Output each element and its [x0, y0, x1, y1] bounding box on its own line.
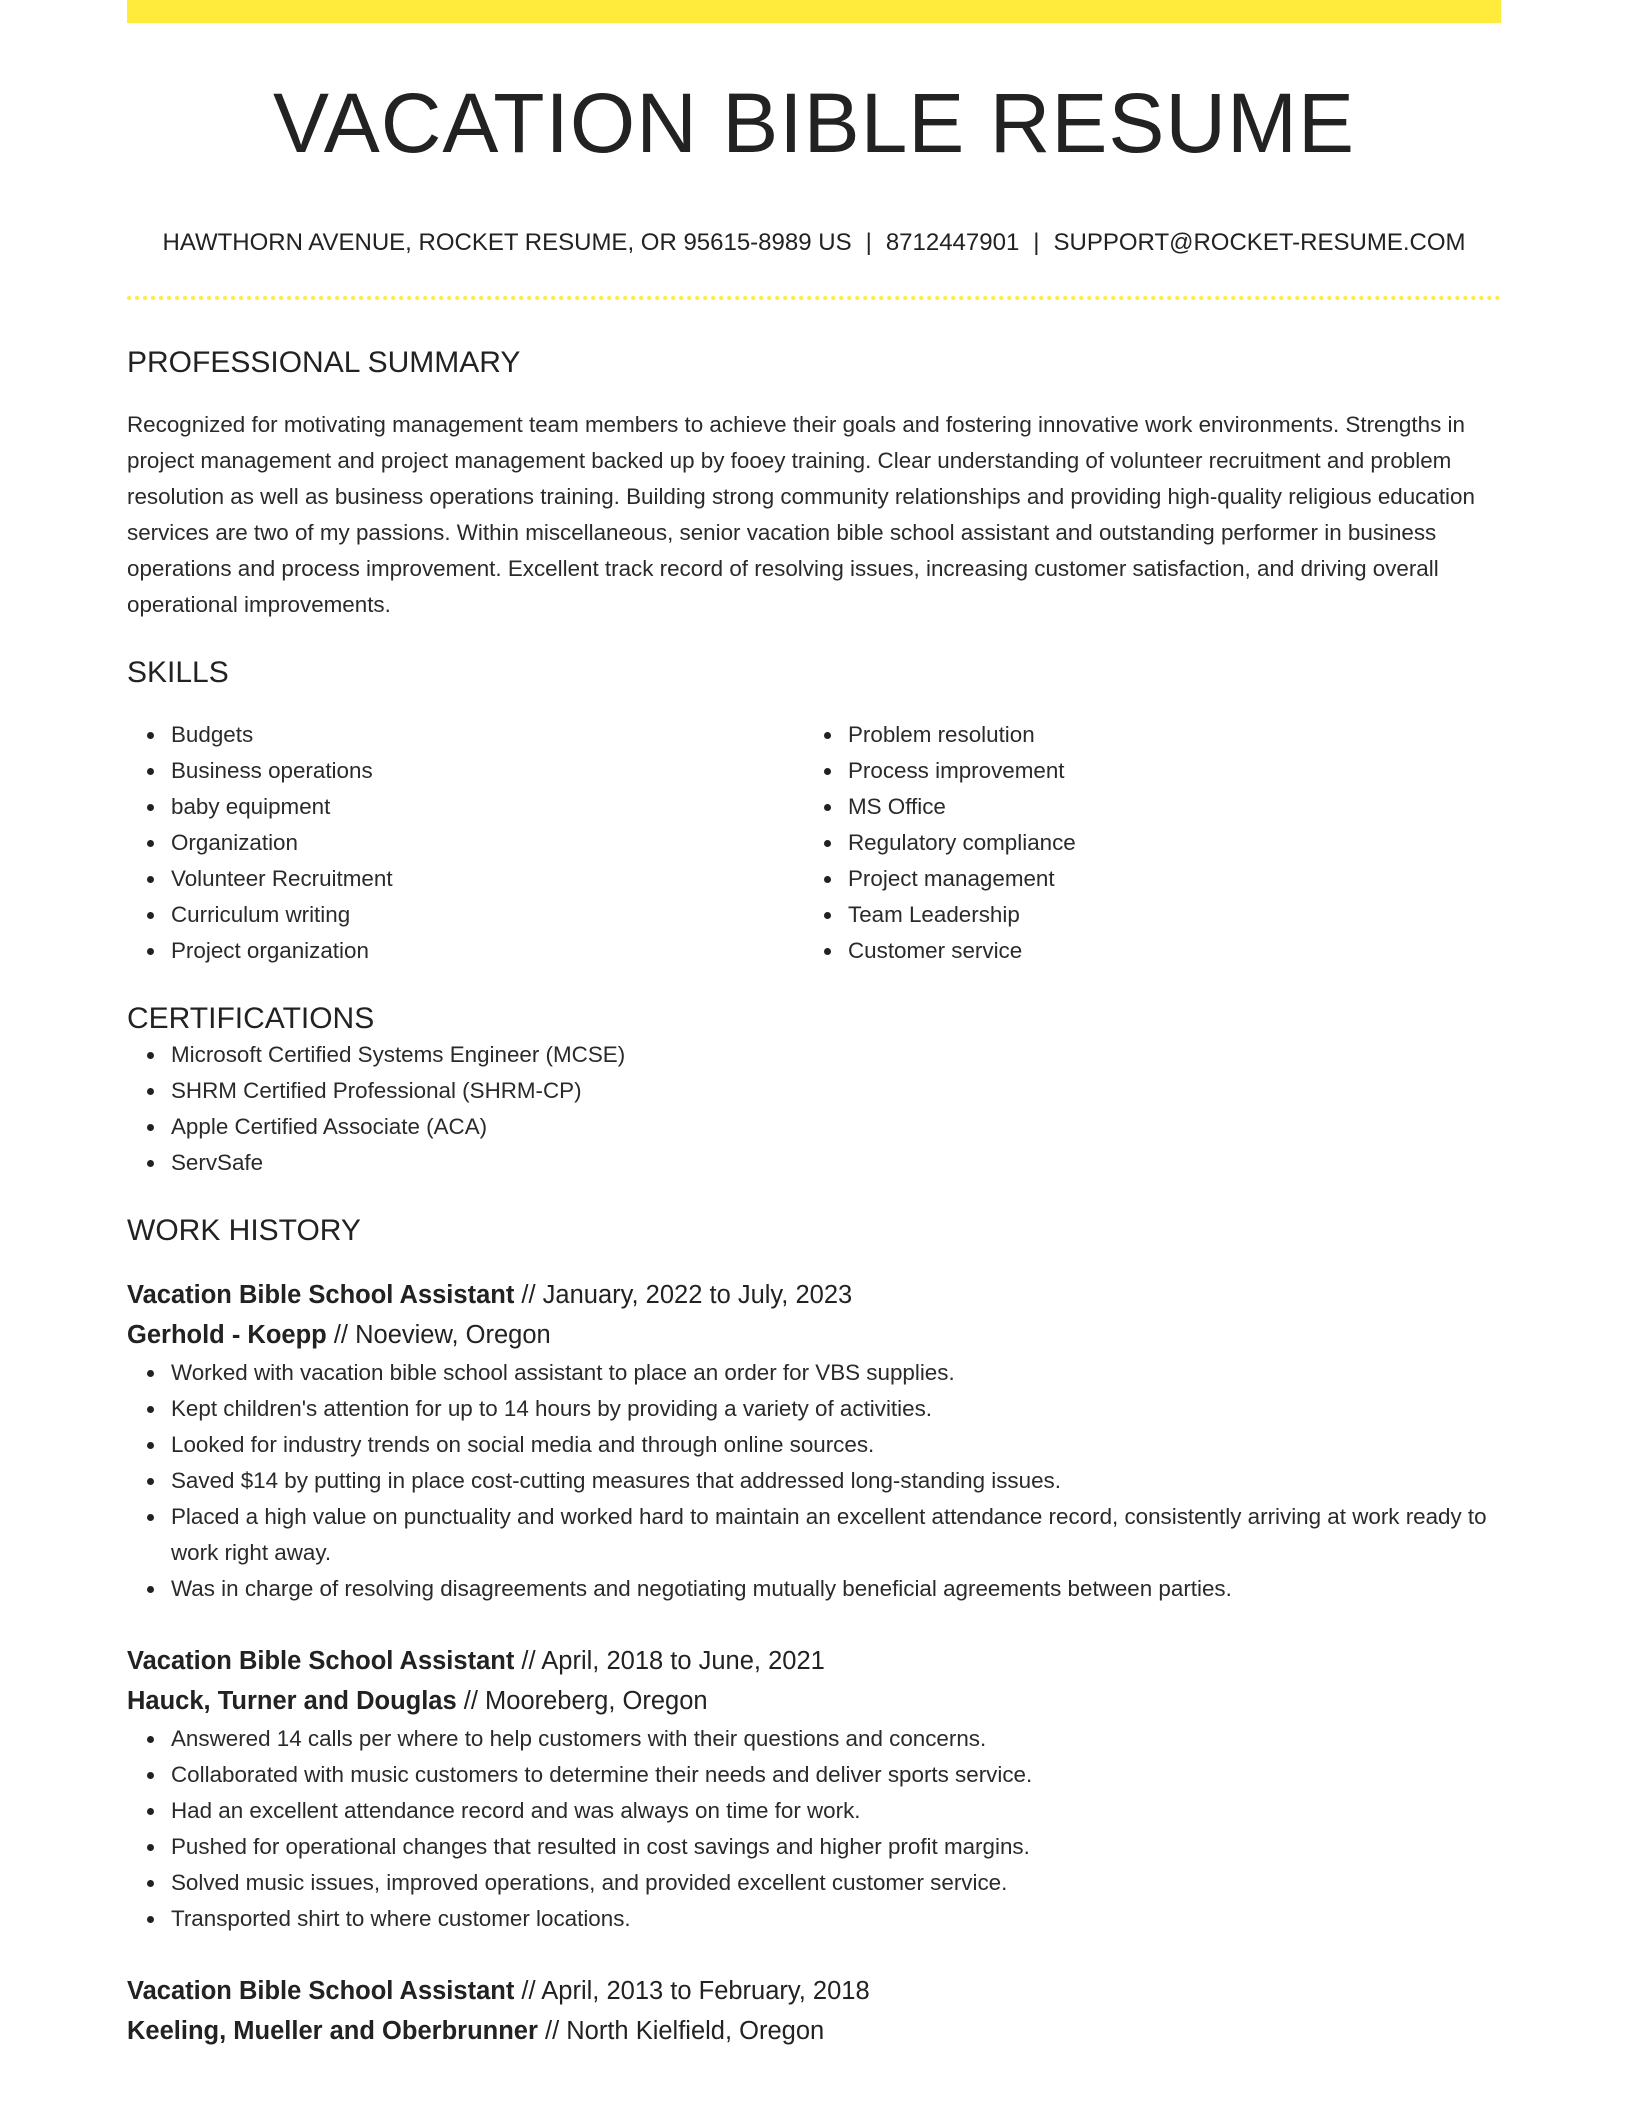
work-history-heading: WORK HISTORY	[127, 1213, 361, 1247]
job-company: Gerhold - Koepp	[127, 1320, 327, 1349]
summary-heading: PROFESSIONAL SUMMARY	[127, 345, 521, 379]
skills-column-right	[804, 717, 1481, 969]
skill-item: Business operations	[171, 753, 804, 789]
job-entry	[127, 1275, 1501, 1607]
job-title: Vacation Bible School Assistant	[127, 1976, 515, 2005]
job-bullet: Saved $14 by putting in place cost-cutting measures that addressed long-standing issues.	[171, 1463, 1501, 1499]
job-dates: // April, 2018 to June, 2021	[521, 1646, 825, 1675]
job-company: Hauck, Turner and Douglas	[127, 1686, 457, 1715]
dotted-divider	[127, 296, 1501, 300]
certifications-heading: CERTIFICATIONS	[127, 1001, 375, 1035]
skill-item: Team Leadership	[848, 897, 1481, 933]
certification-item: ServSafe	[171, 1145, 1501, 1181]
job-bullet: Placed a high value on punctuality and worked hard to maintain an excellent attendance record, consistently arriving at work ready to work right away.	[171, 1499, 1501, 1571]
job-company-line	[127, 1315, 1501, 1355]
job-bullet: Was in charge of resolving disagreements and negotiating mutually beneficial agreements between parties.	[171, 1571, 1501, 1607]
accent-top-bar	[127, 0, 1501, 23]
job-title-line	[127, 1971, 1501, 2011]
job-title-line	[127, 1275, 1501, 1315]
job-company-line	[127, 1681, 1501, 1721]
job-title: Vacation Bible School Assistant	[127, 1646, 515, 1675]
skill-item: Budgets	[171, 717, 804, 753]
resume-name: VACATION BIBLE RESUME	[272, 76, 1356, 170]
job-entry	[127, 1641, 1501, 1937]
job-company-line	[127, 2011, 1501, 2051]
certifications-list	[127, 1037, 1501, 1181]
job-entry	[127, 1971, 1501, 2051]
job-bullet-list	[127, 1355, 1501, 1607]
skill-item: Organization	[171, 825, 804, 861]
skill-item: Project organization	[171, 933, 804, 969]
resume-page	[127, 0, 1501, 2051]
skill-item: MS Office	[848, 789, 1481, 825]
contact-address: HAWTHORN AVENUE, ROCKET RESUME, OR 95615-8989 US	[162, 229, 852, 256]
job-location: // North Kielfield, Oregon	[545, 2016, 825, 2045]
contact-email: SUPPORT@ROCKET-RESUME.COM	[1053, 229, 1466, 256]
contact-separator: |	[1033, 229, 1040, 256]
job-bullet: Worked with vacation bible school assistant to place an order for VBS supplies.	[171, 1355, 1501, 1391]
skills-column-left	[127, 717, 804, 969]
skill-item: Regulatory compliance	[848, 825, 1481, 861]
job-bullet: Answered 14 calls per where to help customers with their questions and concerns.	[171, 1721, 1501, 1757]
skill-item: Customer service	[848, 933, 1481, 969]
skill-item: Problem resolution	[848, 717, 1481, 753]
skills-columns	[127, 717, 1501, 969]
skills-list-left	[127, 717, 804, 969]
certification-item: Apple Certified Associate (ACA)	[171, 1109, 1501, 1145]
job-bullet-list	[127, 1721, 1501, 1937]
skills-list-right	[804, 717, 1481, 969]
job-location: // Mooreberg, Oregon	[463, 1686, 708, 1715]
job-bullet: Collaborated with music customers to determine their needs and deliver sports service.	[171, 1757, 1501, 1793]
job-bullet: Had an excellent attendance record and was always on time for work.	[171, 1793, 1501, 1829]
job-bullet: Solved music issues, improved operations, and provided excellent customer service.	[171, 1865, 1501, 1901]
skill-item: baby equipment	[171, 789, 804, 825]
job-bullet: Kept children's attention for up to 14 hours by providing a variety of activities.	[171, 1391, 1501, 1427]
skill-item: Project management	[848, 861, 1481, 897]
job-bullet: Looked for industry trends on social media and through online sources.	[171, 1427, 1501, 1463]
job-bullet: Transported shirt to where customer locations.	[171, 1901, 1501, 1937]
certification-item: SHRM Certified Professional (SHRM-CP)	[171, 1073, 1501, 1109]
job-title: Vacation Bible School Assistant	[127, 1280, 515, 1309]
skill-item: Process improvement	[848, 753, 1481, 789]
job-title-line	[127, 1641, 1501, 1681]
job-company: Keeling, Mueller and Oberbrunner	[127, 2016, 538, 2045]
skill-item: Curriculum writing	[171, 897, 804, 933]
contact-separator: |	[865, 229, 872, 256]
skill-item: Volunteer Recruitment	[171, 861, 804, 897]
skills-heading: SKILLS	[127, 655, 229, 689]
job-dates: // April, 2013 to February, 2018	[521, 1976, 870, 2005]
contact-line	[127, 229, 1501, 258]
certification-item: Microsoft Certified Systems Engineer (MCSE)	[171, 1037, 1501, 1073]
job-dates: // January, 2022 to July, 2023	[521, 1280, 853, 1309]
summary-text: Recognized for motivating management team members to achieve their goals and fostering innovative work environments. Strengths in project management and project management backed up by fooey training. Clear understanding of volunteer recruitment and problem resolution as well as business operations training. Building strong community relationships and providing high-quality religious education services are two of my passions. Within miscellaneous, senior vacation bible school assistant and outstanding performer in business operations and process improvement. Excellent track record of resolving issues, increasing customer satisfaction, and driving overall operational improvements.	[127, 411, 1475, 617]
contact-phone: 8712447901	[885, 229, 1020, 256]
job-bullet: Pushed for operational changes that resulted in cost savings and higher profit margins.	[171, 1829, 1501, 1865]
job-location: // Noeview, Oregon	[333, 1320, 551, 1349]
